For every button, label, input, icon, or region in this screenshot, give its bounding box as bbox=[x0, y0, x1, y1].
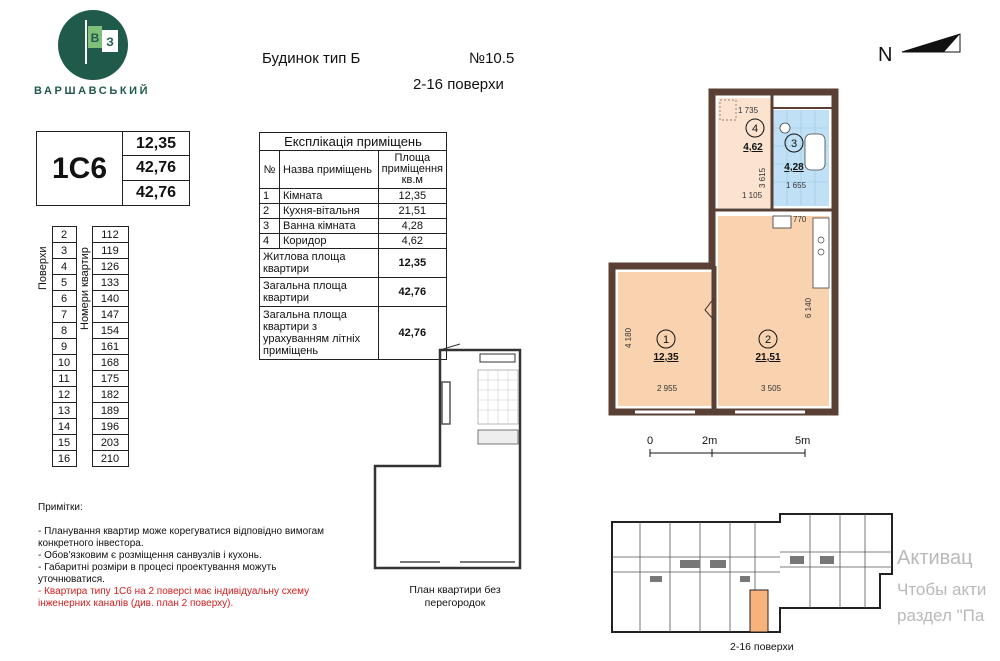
red-note: - Квартира типу 1С6 на 2 поверсі має індивідуальну схему інженерних каналів (див. план 2 поверху). bbox=[38, 586, 310, 609]
apartment-number: 210 bbox=[92, 451, 128, 467]
floor-number: 3 bbox=[52, 243, 76, 259]
dim-6140: 6 140 bbox=[804, 297, 813, 318]
floor-row bbox=[36, 435, 128, 451]
floor-plan bbox=[605, 88, 840, 418]
dim-4180: 4 180 bbox=[624, 327, 633, 348]
room-no: 4 bbox=[260, 234, 280, 249]
floor-row bbox=[36, 259, 128, 275]
windows-overlay-title: Активац bbox=[897, 547, 973, 569]
room-area: 12,35 bbox=[378, 189, 446, 204]
room-2-area: 21,51 bbox=[755, 352, 781, 363]
apartment-number: 133 bbox=[92, 275, 128, 291]
floor-number: 15 bbox=[52, 435, 76, 451]
apartment-code: 1С6 bbox=[37, 132, 123, 205]
room-area: 4,28 bbox=[378, 219, 446, 234]
floor-number: 5 bbox=[52, 275, 76, 291]
floor-number: 4 bbox=[52, 259, 76, 275]
windows-overlay-line2: раздел "Па bbox=[897, 606, 985, 625]
room-1-area: 12,35 bbox=[653, 352, 679, 363]
notes bbox=[38, 502, 328, 610]
logo-text: ВАРШАВСЬКИЙ bbox=[34, 85, 151, 97]
svg-text:З: З bbox=[106, 35, 114, 49]
floor-row bbox=[36, 243, 128, 259]
floor-number: 10 bbox=[52, 355, 76, 371]
note-item: - Обов'язковим є розміщення санвузлів і кухонь. bbox=[38, 550, 262, 561]
room-name: Кухня-вітальня bbox=[280, 204, 379, 219]
room-row bbox=[260, 189, 447, 204]
apartment-number: 147 bbox=[92, 307, 128, 323]
apartment-number: 161 bbox=[92, 339, 128, 355]
scale-bar bbox=[640, 448, 820, 458]
room-no: 1 bbox=[260, 189, 280, 204]
floor-row bbox=[36, 355, 128, 371]
total-label: Загальна площа квартири bbox=[260, 278, 379, 307]
floors-table bbox=[36, 226, 132, 467]
room-name: Коридор bbox=[280, 234, 379, 249]
floor-number: 16 bbox=[52, 451, 76, 467]
room-row bbox=[260, 234, 447, 249]
apartment-number: 154 bbox=[92, 323, 128, 339]
scale-2m: 2m bbox=[702, 435, 718, 447]
building-number: №10.5 bbox=[469, 50, 515, 67]
plan-without-partitions bbox=[370, 340, 530, 580]
floor-row bbox=[36, 451, 128, 467]
apartments-label: Номери квартир bbox=[79, 247, 91, 330]
apartment-number: 126 bbox=[92, 259, 128, 275]
floor-number: 14 bbox=[52, 419, 76, 435]
room-name: Кімната bbox=[280, 189, 379, 204]
floor-row bbox=[36, 323, 128, 339]
rooms-table-title: Експлікація приміщень bbox=[260, 133, 447, 151]
dim-2955: 2 955 bbox=[657, 384, 678, 393]
total-summer-area-value: 42,76 bbox=[135, 183, 177, 201]
room-no: 3 bbox=[260, 219, 280, 234]
living-area-value: 12,35 bbox=[123, 132, 189, 156]
room-name: Ванна кімната bbox=[280, 219, 379, 234]
total-row bbox=[260, 278, 447, 307]
total-value: 42,76 bbox=[378, 307, 446, 360]
col-no-header: № bbox=[260, 151, 280, 189]
total-label: Загальна площа квартири з урахуванням літніх приміщень bbox=[260, 307, 379, 360]
dim-770: 770 bbox=[793, 215, 807, 224]
floor-number: 7 bbox=[52, 307, 76, 323]
windows-overlay-line1: Чтобы акти bbox=[897, 580, 987, 599]
logo-flag-icon bbox=[82, 18, 122, 64]
room-3-area: 4,28 bbox=[784, 162, 804, 173]
note-item: - Габаритні розміри в процесі проектування можуть уточнюватися. bbox=[38, 562, 277, 585]
key-plan-highlight bbox=[750, 590, 768, 632]
floors-label: Поверхи bbox=[37, 246, 49, 290]
plan-caption: План квартири без перегородок bbox=[409, 584, 501, 609]
total-value: 12,35 bbox=[378, 249, 446, 278]
room-4-num: 4 bbox=[751, 123, 759, 135]
key-floor-plan bbox=[610, 512, 895, 637]
floor-row bbox=[36, 371, 128, 387]
floor-row bbox=[36, 291, 128, 307]
total-value: 42,76 bbox=[378, 278, 446, 307]
dim-1655: 1 655 bbox=[786, 181, 807, 190]
apartment-number: 203 bbox=[92, 435, 128, 451]
room-row bbox=[260, 204, 447, 219]
total-row bbox=[260, 249, 447, 278]
floor-number: 9 bbox=[52, 339, 76, 355]
north-label: N bbox=[878, 44, 893, 66]
dim-3615: 3 615 bbox=[758, 167, 767, 188]
floor-number: 8 bbox=[52, 323, 76, 339]
room-no: 2 bbox=[260, 204, 280, 219]
note-item: - Планування квартир може корегуватися відповідно вимогам конкретного інвестора. bbox=[38, 526, 325, 549]
scale-0: 0 bbox=[647, 435, 654, 447]
apartment-number: 196 bbox=[92, 419, 128, 435]
floor-row bbox=[36, 275, 128, 291]
room-2-num: 2 bbox=[764, 334, 772, 346]
rooms-table bbox=[259, 132, 447, 360]
total-area-value: 42,76 bbox=[123, 156, 189, 180]
room-row bbox=[260, 219, 447, 234]
room-area: 21,51 bbox=[378, 204, 446, 219]
dim-3505: 3 505 bbox=[761, 384, 782, 393]
col-name-header: Назва приміщень bbox=[280, 151, 379, 189]
apartment-number: 182 bbox=[92, 387, 128, 403]
floor-row bbox=[36, 419, 128, 435]
floor-number: 13 bbox=[52, 403, 76, 419]
floor-number: 2 bbox=[52, 227, 76, 243]
floors-range: 2-16 поверхи bbox=[413, 76, 504, 93]
svg-text:В: В bbox=[90, 31, 100, 45]
floor-row bbox=[36, 227, 128, 243]
dim-1105: 1 105 bbox=[742, 191, 763, 200]
room-3-num: 3 bbox=[790, 138, 798, 150]
room-1-num: 1 bbox=[662, 334, 670, 346]
apartment-type-box bbox=[36, 131, 190, 206]
floor-number: 12 bbox=[52, 387, 76, 403]
scale-5m: 5m bbox=[795, 435, 811, 447]
room-area: 4,62 bbox=[378, 234, 446, 249]
floor-row bbox=[36, 339, 128, 355]
apartment-number: 140 bbox=[92, 291, 128, 307]
floor-number: 6 bbox=[52, 291, 76, 307]
floor-number: 11 bbox=[52, 371, 76, 387]
apartment-number: 175 bbox=[92, 371, 128, 387]
apartment-number: 119 bbox=[92, 243, 128, 259]
apartment-number: 112 bbox=[92, 227, 128, 243]
floor-row bbox=[36, 387, 128, 403]
key-plan-caption: 2-16 поверхи bbox=[730, 641, 794, 653]
floor-row bbox=[36, 307, 128, 323]
col-area-header: Площа приміщення кв.м bbox=[378, 151, 446, 189]
total-label: Житлова площа квартири bbox=[260, 249, 379, 278]
dim-1735: 1 735 bbox=[738, 106, 759, 115]
apartment-number: 168 bbox=[92, 355, 128, 371]
room-4-area: 4,62 bbox=[743, 142, 763, 153]
notes-title: Примітки: bbox=[38, 502, 83, 513]
north-arrow-icon bbox=[900, 28, 964, 60]
building-type: Будинок тип Б bbox=[262, 50, 361, 67]
apartment-number: 189 bbox=[92, 403, 128, 419]
floor-row bbox=[36, 403, 128, 419]
